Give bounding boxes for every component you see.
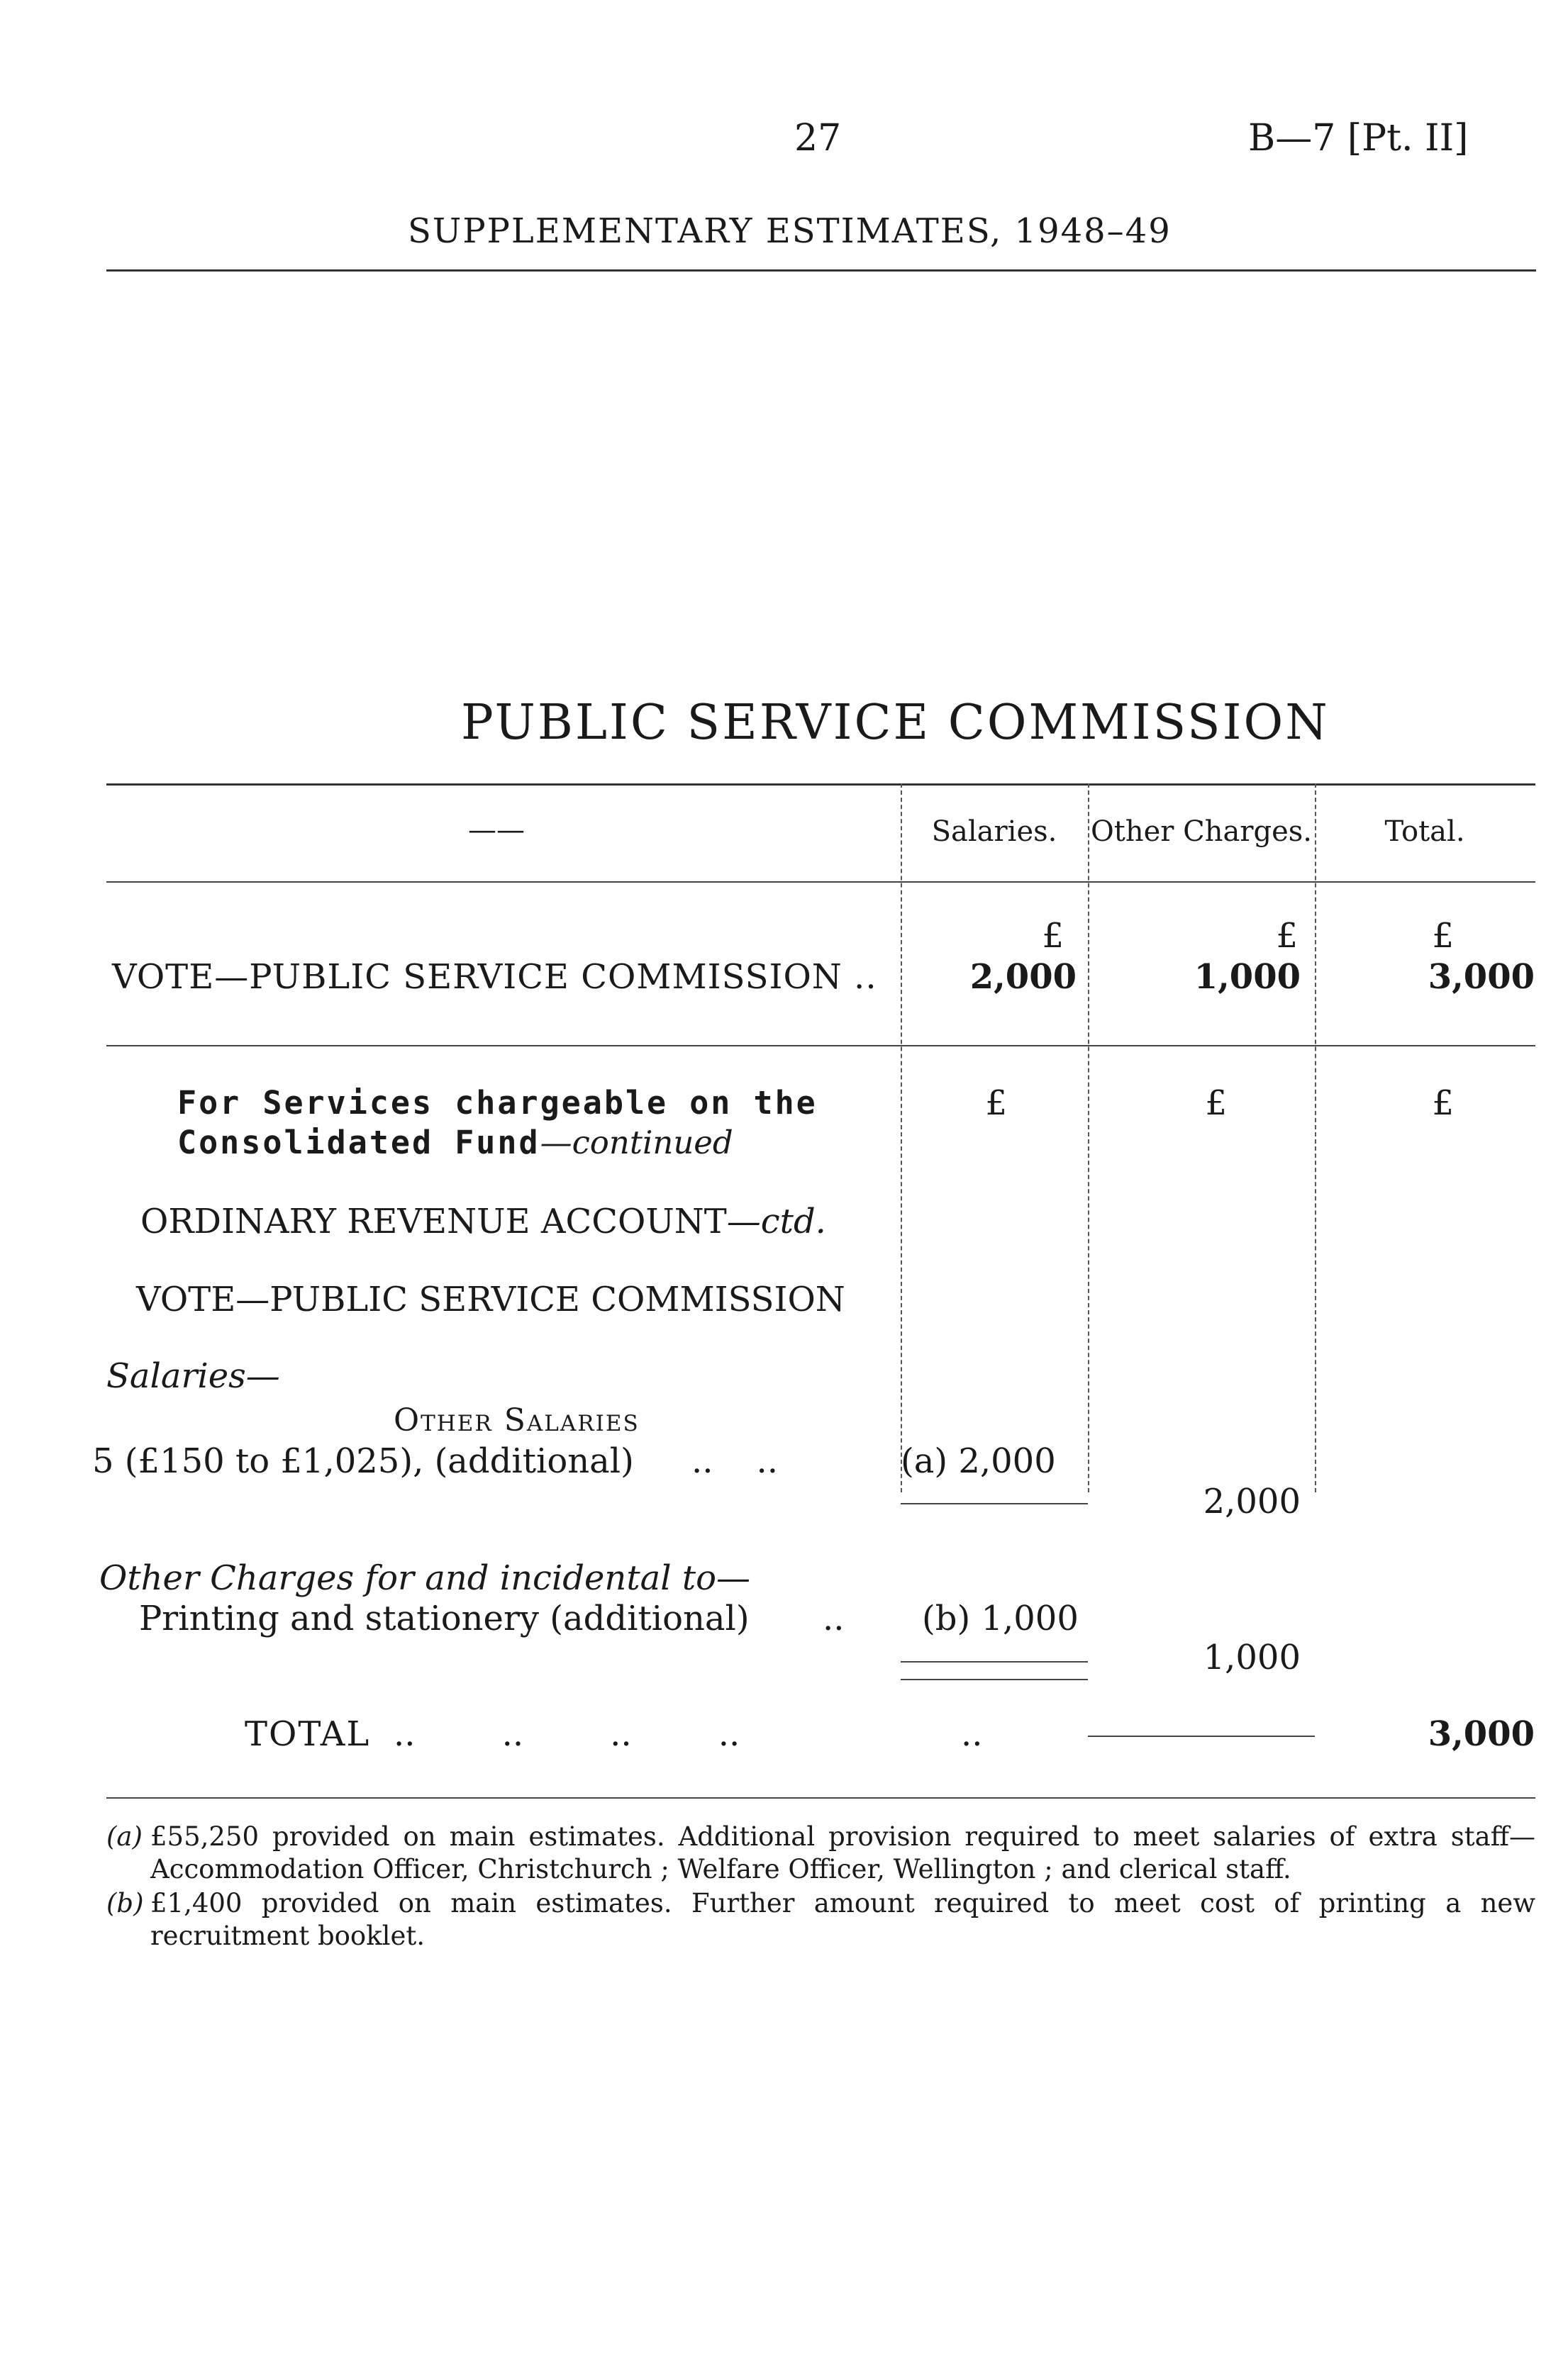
summary-total-value: 3,000 (1428, 957, 1535, 997)
footnote-b-marker: (b) (106, 1888, 144, 1918)
salaries-heading: Salaries— (106, 1356, 280, 1396)
header-rule (106, 269, 1536, 272)
column-divider-other-charges (1088, 783, 1089, 1492)
other-charges-total-rule (1088, 1736, 1315, 1737)
salaries-subtotal: 2,000 (1203, 1482, 1301, 1521)
other-salaries-heading: Other Salaries (394, 1402, 640, 1438)
detail-currency-total: £ (1432, 1083, 1454, 1123)
document-reference: B—7 [Pt. II] (1248, 117, 1469, 160)
account-line (140, 1202, 826, 1241)
summary-row-label: VOTE—PUBLIC SERVICE COMMISSION .. (112, 957, 877, 997)
currency-salaries: £ (1042, 916, 1064, 956)
detail-heading-bold: For Services chargeable on the Consolidated Fund (177, 1084, 818, 1161)
column-divider-total (1315, 783, 1316, 1492)
total-label: TOTAL (245, 1714, 371, 1754)
other-charges-item-leaders: .. (823, 1599, 845, 1638)
footnote-b (106, 1887, 1535, 1952)
total-salaries-leaders: .. (961, 1714, 983, 1754)
page-header-title: SUPPLEMENTARY ESTIMATES, 1948–49 (408, 211, 1172, 251)
summary-table-bottom-rule (106, 1045, 1535, 1046)
footnote-a-marker: (a) (106, 1821, 143, 1852)
detail-table-bottom-rule (106, 1797, 1535, 1799)
footnote-b-text: £1,400 provided on main estimates. Further amount required to meet cost of printing a new recruitment booklet. (150, 1888, 1535, 1951)
salaries-total-rule (901, 1679, 1088, 1680)
section-title: PUBLIC SERVICE COMMISSION (461, 695, 1330, 751)
total-leaders: .. .. .. .. (394, 1714, 740, 1754)
footnote-a (106, 1821, 1535, 1886)
salaries-item-leaders: .. .. (691, 1441, 779, 1481)
other-charges-subtotal-rule (901, 1661, 1088, 1663)
account-line-text: ORDINARY REVENUE ACCOUNT (140, 1202, 727, 1241)
total-amount: 3,000 (1428, 1714, 1535, 1754)
summary-table-top-rule (106, 783, 1535, 786)
summary-other-charges-value: 1,000 (1194, 957, 1301, 997)
detail-currency-other-charges: £ (1205, 1083, 1227, 1123)
other-charges-heading: Other Charges for and incidental to— (99, 1558, 751, 1598)
other-charges-subtotal: 1,000 (1203, 1638, 1301, 1677)
detail-heading (177, 1083, 886, 1163)
footnote-a-text: £55,250 provided on main estimates. Additional provision required to meet salaries of extra staff—Accommodation Officer, Christchurch ; Welfare Officer, Wellington ; and clerical staff. (150, 1821, 1535, 1884)
summary-first-column-header: —— (468, 814, 525, 847)
detail-currency-salaries: £ (985, 1083, 1007, 1123)
salaries-amount: (a) 2,000 (901, 1441, 1056, 1481)
summary-salaries-value: 2,000 (969, 957, 1077, 997)
column-divider-salaries (901, 783, 902, 1492)
page-number: 27 (794, 117, 842, 160)
account-line-suffix: —ctd. (726, 1202, 826, 1241)
other-charges-amount: (b) 1,000 (922, 1599, 1079, 1638)
vote-line: VOTE—PUBLIC SERVICE COMMISSION (136, 1280, 845, 1319)
detail-heading-italic: —continued (540, 1124, 733, 1161)
column-header-other-charges: Other Charges. (1091, 815, 1312, 848)
other-charges-item: Printing and stationery (additional) (139, 1599, 750, 1638)
column-header-total: Total. (1384, 815, 1465, 848)
currency-total: £ (1432, 916, 1454, 956)
salaries-item: 5 (£150 to £1,025), (additional) (92, 1441, 634, 1481)
currency-other-charges: £ (1276, 916, 1298, 956)
column-header-salaries: Salaries. (931, 815, 1057, 848)
salaries-subtotal-rule (901, 1503, 1088, 1504)
summary-header-rule (106, 881, 1535, 883)
